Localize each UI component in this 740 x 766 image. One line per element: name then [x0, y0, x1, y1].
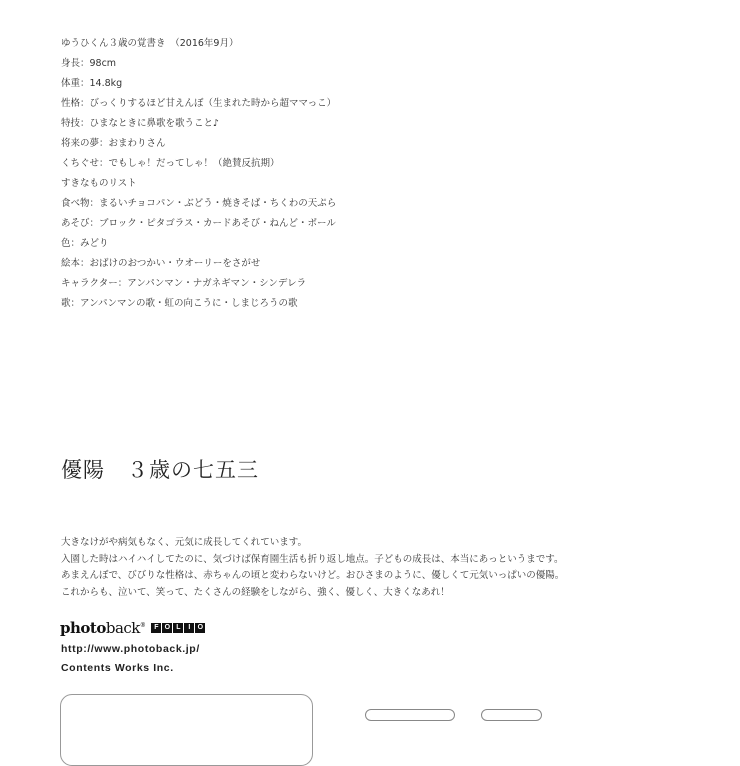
photoback-logo — [60, 619, 145, 637]
memo-line-picture-book: 絵本：おばけのおつかい・ウオーリーをさがせ — [61, 258, 261, 269]
memo-line-character: キャラクター：アンパンマン・ナガネギマン・シンデレラ — [61, 278, 307, 289]
memo-line-song: 歌：アンパンマンの歌・虹の向こうに・しまじろうの歌 — [61, 298, 298, 309]
memo-line-color: 色：みどり — [61, 238, 109, 249]
folio-letter: L — [173, 623, 183, 633]
rounded-frame — [60, 694, 313, 766]
folio-letter: O — [162, 623, 172, 633]
memo-line-play: あそび：ブロック・ピタゴラス・カードあそび・ねんど・ボール — [61, 218, 336, 229]
message-line: 大きなけがや病気もなく、元気に成長してくれています。 — [61, 537, 308, 548]
memo-line-dream: 将来の夢：おまわりさん — [61, 138, 166, 149]
message-line: あまえんぼで、びびりな性格は、赤ちゃんの頃と変わらないけど。おひさまのように、優しくて元気いっぱいの優陽。 — [61, 570, 565, 581]
message-line: これからも、泣いて、笑って、たくさんの経験をしながら、強く、優しく、大きくなあれ！ — [61, 586, 450, 598]
memo-line-skill: 特技：ひまなときに鼻歌を歌うこと♪ — [61, 118, 220, 129]
message-body — [61, 536, 564, 602]
memo-line-food: 食べ物：まるいチョコパン・ぶどう・焼きそば・ちくわの天ぷら — [61, 198, 337, 209]
pill-field — [481, 709, 542, 721]
memo-line-height: 身長：98cm — [61, 58, 117, 69]
memo-line-personality: 性格：びっくりするほど甘えんぼ（生まれた時から超ママっこ） — [61, 98, 337, 109]
photoback-folio-logo — [60, 619, 205, 637]
memo-line-weight: 体重：14.8kg — [61, 78, 123, 89]
memo-heading: ゆうひくん３歳の覚書き （2016年9月） — [61, 38, 239, 49]
logo-back: back — [105, 619, 140, 637]
page-title: 優陽 ３歳の七五三 — [61, 458, 259, 482]
pill-field — [365, 709, 455, 721]
memo-list — [61, 37, 336, 317]
registered-mark: ® — [139, 622, 146, 629]
memo-favorites-heading: すきなものリスト — [61, 178, 137, 189]
folio-letter: O — [195, 623, 205, 633]
folio-logo — [151, 623, 205, 633]
logo-photo: photo — [60, 619, 106, 637]
company-name: Contents Works Inc. — [61, 662, 174, 674]
website-url: http://www.photoback.jp/ — [61, 643, 200, 655]
memo-line-catchphrase: くちぐせ：でもしゃ！だってしゃ！（絶賛反抗期） — [61, 158, 280, 169]
message-line: 入園した時はハイハイしてたのに、気づけば保育園生活も折り返し地点。子どもの成長は、本当にあっというまです。 — [61, 553, 564, 565]
folio-letter: F — [151, 623, 161, 633]
folio-letter: I — [184, 623, 194, 633]
